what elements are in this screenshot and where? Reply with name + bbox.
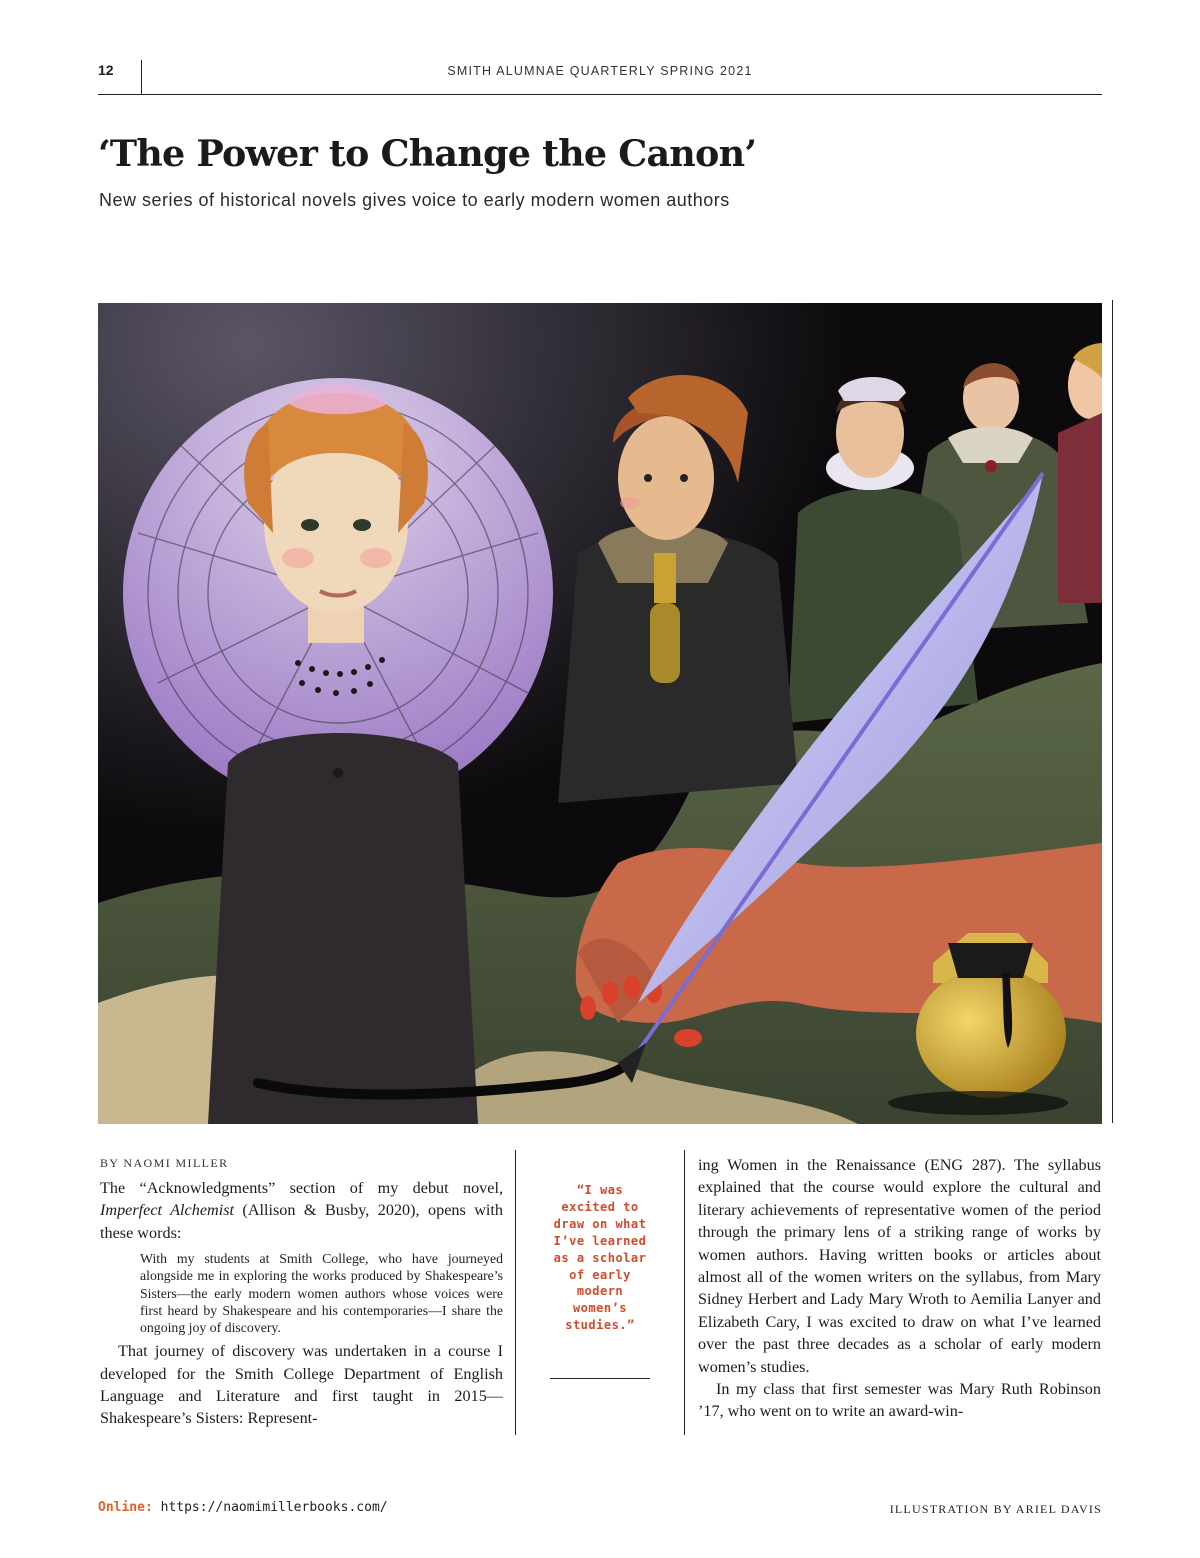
- header-divider: [141, 60, 142, 95]
- paragraph-1-end: (Allison & Busby, 2020), opens with these words:: [100, 1201, 503, 1242]
- illustration-credit: ILLUSTRATION BY ARIEL DAVIS: [889, 1502, 1102, 1516]
- illustration-canvas: [98, 303, 1102, 1124]
- paragraph-3: ing Women in the Renaissance (ENG 287). The syllabus explained that the course would explore the cultural and literary achievements of representative women of the period through the primary lens of a striking range of works by women authors. Having written books or articles about almost all of the women writers on the syllabus, from Mary Sidney Herbert and Lady Mary Wroth to Aemilia Lanyer and Elizabeth Cary, I was excited to draw on what I’ve learned over the past three decades as a scholar of early modern women’s studies.: [698, 1156, 1101, 1376]
- online-line: [98, 1500, 388, 1515]
- article-column-right: [698, 1154, 1101, 1423]
- page-number: 12: [98, 62, 114, 78]
- online-url-link[interactable]: https://naomimillerbooks.com/: [160, 1500, 388, 1515]
- online-label: Online:: [98, 1500, 153, 1515]
- art-frame-right-edge: [1112, 300, 1113, 1123]
- article-column-left: [100, 1156, 503, 1430]
- feature-illustration: [98, 303, 1102, 1124]
- article-headline: ‘The Power to Change the Canon’: [98, 132, 757, 175]
- paragraph-1-start: The “Acknowledgments” section of my debut novel,: [100, 1179, 503, 1197]
- pull-quote-rule: [550, 1378, 650, 1379]
- article-dek: New series of historical novels gives voice to early modern women authors: [99, 190, 730, 210]
- paragraph-4: In my class that first semester was Mary Ruth Robinson ’17, who went on to write an award-win-: [698, 1380, 1101, 1421]
- running-head: SMITH ALUMNAE QUARTERLY SPRING 2021: [447, 64, 753, 78]
- column-divider-left: [515, 1150, 516, 1435]
- pull-quote: “I was excited to draw on what I’ve learned as a scholar of early modern women’s studies.”: [553, 1183, 647, 1333]
- book-title: Imperfect Alchemist: [100, 1201, 234, 1220]
- column-divider-right: [684, 1150, 685, 1435]
- paragraph-2: That journey of discovery was undertaken in a course I developed for the Smith College Department of English Language and Literature and first taught in 2015—Shakespeare’s Sisters: Represent-: [100, 1342, 503, 1428]
- block-quote: With my students at Smith College, who have journeyed alongside me in exploring the works produced by Shakespeare’s Sisters—the early modern women authors whose voices were first heard by Shakespeare and his contemporaries—I share the ongoing joy of discovery.: [140, 1251, 503, 1336]
- byline: BY NAOMI MILLER: [100, 1156, 229, 1170]
- paragraph-1: [100, 1177, 503, 1244]
- header-rule: [98, 94, 1102, 95]
